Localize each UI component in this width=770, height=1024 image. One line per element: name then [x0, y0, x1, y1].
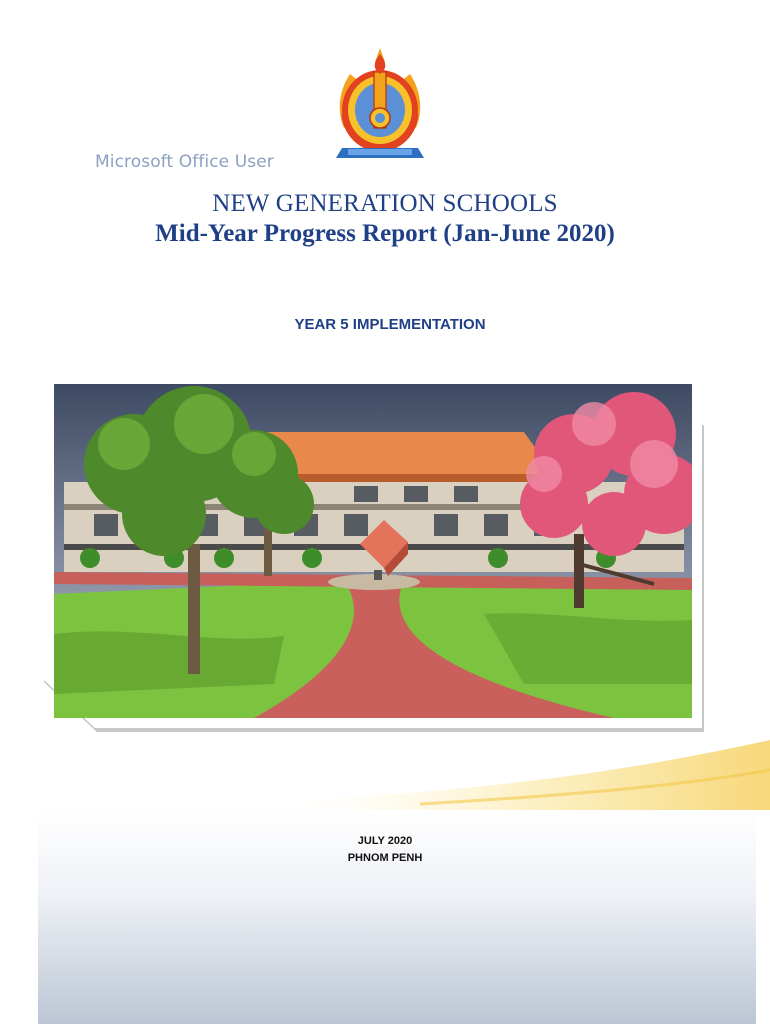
report-date: JULY 2020: [357, 835, 413, 847]
ministry-emblem-icon: [330, 44, 430, 168]
report-location: PHNOM PENH: [347, 852, 423, 864]
section-heading: YEAR 5 IMPLEMENTATION: [294, 316, 486, 333]
author-label: Microsoft Office User: [95, 152, 274, 172]
school-courtyard-illustration-icon: [54, 384, 692, 718]
date-block: [0, 833, 770, 867]
document-subtitle: Mid-Year Progress Report (Jan-June 2020): [155, 220, 615, 247]
document-title: NEW GENERATION SCHOOLS: [212, 190, 558, 217]
